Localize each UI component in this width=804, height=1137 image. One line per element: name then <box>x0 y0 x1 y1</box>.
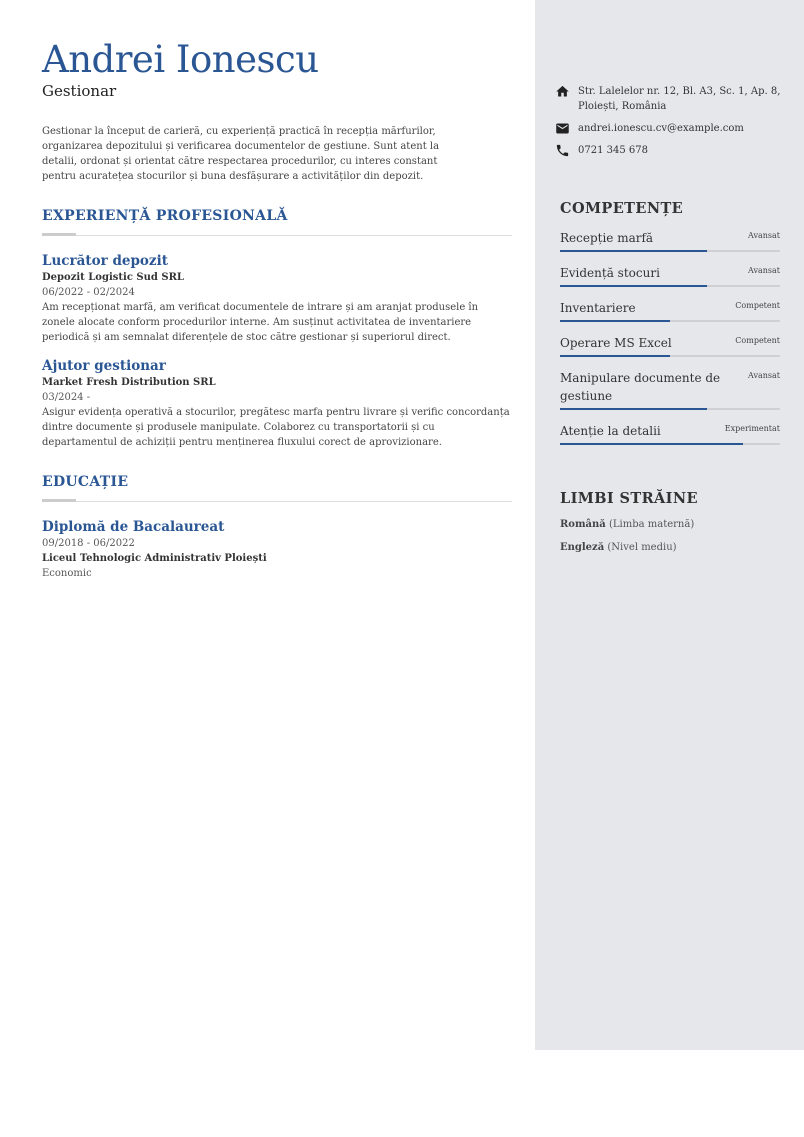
language-item: Engleză (Nivel mediu) <box>560 542 677 553</box>
company: Depozit Logistic Sud SRL <box>42 272 184 283</box>
skill-level: Competent <box>735 301 780 310</box>
experience-section <box>42 208 512 450</box>
skill-bar-fill <box>560 443 743 445</box>
experience-item <box>42 357 512 450</box>
divider <box>42 233 512 236</box>
candidate-name: Andrei Ionescu <box>42 38 319 81</box>
skill-name: Manipulare documente de gestiune <box>560 371 721 403</box>
skill-level: Avansat <box>748 371 780 380</box>
skill-level: Experimentat <box>724 424 780 433</box>
skill-bar <box>560 250 780 252</box>
skill-item <box>560 299 780 322</box>
skill-bar-fill <box>560 285 707 287</box>
section-heading: EDUCAȚIE <box>42 474 129 490</box>
dates: 09/2018 - 06/2022 <box>42 538 135 549</box>
skill-name: Operare MS Excel <box>560 336 672 350</box>
contact-address: Str. Lalelelor nr. 12, Bl. A3, Sc. 1, Ap. 8, Ploiești, România <box>555 84 785 114</box>
email-icon <box>555 121 570 136</box>
contact-phone: 0721 345 678 <box>555 143 785 158</box>
dates: 06/2022 - 02/2024 <box>42 287 135 298</box>
main-column <box>42 38 512 581</box>
skill-name: Recepție marfă <box>560 231 654 245</box>
skill-name: Atenție la detalii <box>560 424 661 438</box>
role: Lucrător depozit <box>42 253 168 269</box>
degree: Diplomă de Bacalaureat <box>42 519 225 535</box>
home-icon <box>555 84 570 99</box>
description: Asigur evidența operativă a stocurilor, pregătesc marfa pentru livrare și verific concordanța dintre documente și produsele manipulate. Colaborez cu transportatorii și cu departamentul de achiziții pentru menținerea fluxului corect de aprovizionare. <box>42 407 510 448</box>
contact-email: andrei.ionescu.cv@example.com <box>555 121 785 136</box>
languages-section <box>560 490 698 553</box>
skill-item <box>560 334 780 357</box>
skill-name: Evidență stocuri <box>560 266 660 280</box>
skill-item <box>560 422 780 445</box>
job-title: Gestionar <box>42 82 117 100</box>
description: Am recepționat marfă, am verificat documentele de intrare și am aranjat produsele în zonele alocate conform procedurilor interne. Am susținut activitatea de inventariere periodică și am semnalat diferențele de stoc către gestionar și superiorul direct. <box>42 302 479 343</box>
school: Liceul Tehnologic Administrativ Ploiești <box>42 553 267 564</box>
summary: Gestionar la început de carieră, cu experiență practică în recepția mărfurilor, organizarea depozitului și verificarea documentelor de gestiune. Sunt atent la detalii, ordonat și orientat către respectarea procedurilor, cu interes constant pentru acuratețea stocurilor și buna desfășurare a activităților din depozit. <box>42 126 440 182</box>
company: Market Fresh Distribution SRL <box>42 377 216 388</box>
sidebar <box>535 0 804 1050</box>
field: Economic <box>42 568 92 579</box>
skill-item <box>560 264 780 287</box>
skill-bar <box>560 355 780 357</box>
skill-bar <box>560 408 780 410</box>
skill-bar <box>560 443 780 445</box>
skill-bar-fill <box>560 320 670 322</box>
dates: 03/2024 - <box>42 392 91 403</box>
education-item <box>42 518 512 581</box>
language-item: Română (Limba maternă) <box>560 519 695 530</box>
skill-bar-fill <box>560 250 707 252</box>
skill-level: Avansat <box>748 266 780 275</box>
experience-item <box>42 252 512 345</box>
skill-bar <box>560 320 780 322</box>
section-heading: COMPETENȚE <box>560 200 684 217</box>
education-section <box>42 474 512 581</box>
skill-item <box>560 229 780 252</box>
skills-section <box>560 200 780 445</box>
skill-item <box>560 369 780 410</box>
skill-level: Avansat <box>748 231 780 240</box>
contact-info <box>555 84 785 165</box>
section-heading: EXPERIENȚĂ PROFESIONALĂ <box>42 208 288 224</box>
skill-bar <box>560 285 780 287</box>
section-heading: LIMBI STRĂINE <box>560 490 698 507</box>
skill-bar-fill <box>560 408 707 410</box>
skill-bar-fill <box>560 355 670 357</box>
skill-level: Competent <box>735 336 780 345</box>
skill-name: Inventariere <box>560 301 636 315</box>
role: Ajutor gestionar <box>42 358 166 374</box>
divider <box>42 499 512 502</box>
phone-icon <box>555 143 570 158</box>
